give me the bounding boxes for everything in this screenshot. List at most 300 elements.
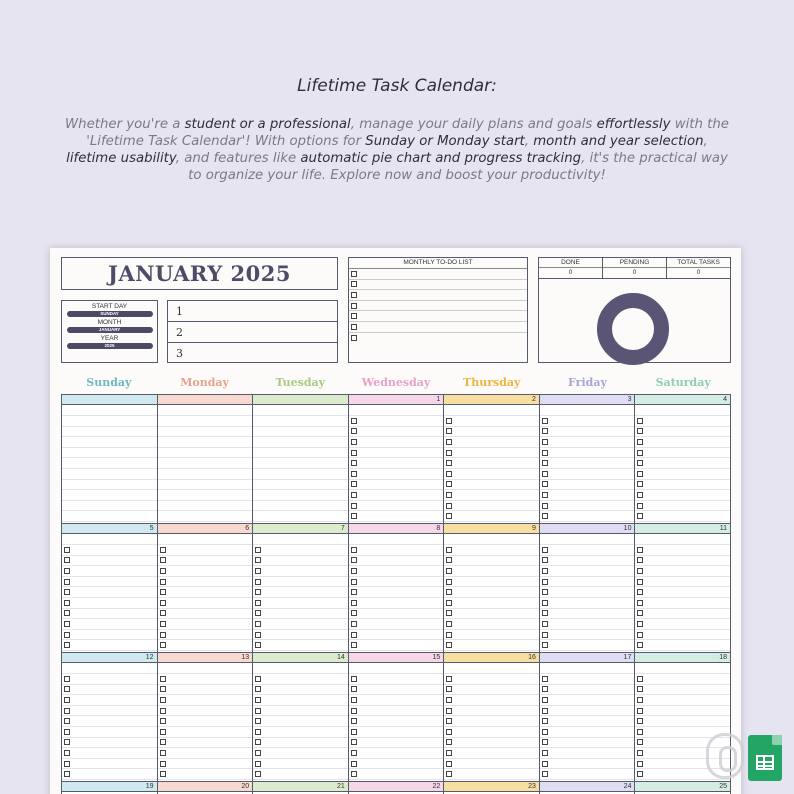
task-line[interactable] [158,716,253,727]
task-checkbox[interactable] [637,557,643,563]
task-checkbox[interactable] [542,697,548,703]
task-checkbox[interactable] [64,750,70,756]
task-line[interactable] [444,545,539,556]
task-checkbox[interactable] [160,547,166,553]
day-cell[interactable] [253,781,349,794]
task-checkbox[interactable] [446,460,452,466]
day-cell[interactable] [444,781,540,794]
task-checkbox[interactable] [637,471,643,477]
task-line[interactable] [444,448,539,459]
task-checkbox[interactable] [160,676,166,682]
task-line[interactable] [540,448,635,459]
todo-row[interactable] [349,301,527,312]
task-checkbox[interactable] [446,676,452,682]
task-checkbox[interactable] [64,568,70,574]
task-checkbox[interactable] [255,697,261,703]
task-line[interactable] [540,501,635,512]
task-checkbox[interactable] [637,481,643,487]
task-line[interactable] [349,716,444,727]
task-line[interactable] [62,545,157,556]
task-line[interactable] [62,727,157,738]
task-line[interactable] [253,727,348,738]
task-line[interactable] [444,490,539,501]
task-checkbox[interactable] [351,418,357,424]
task-checkbox[interactable] [542,481,548,487]
setting-dropdown[interactable]: 2025 [67,343,153,349]
task-line[interactable] [349,469,444,480]
task-checkbox[interactable] [255,568,261,574]
setting-dropdown[interactable]: JANUARY [67,327,153,333]
task-checkbox[interactable] [255,676,261,682]
task-line[interactable] [444,640,539,651]
task-checkbox[interactable] [351,471,357,477]
task-checkbox[interactable] [160,718,166,724]
day-cell[interactable] [158,523,254,652]
task-line[interactable] [62,738,157,749]
day-cell[interactable] [253,394,349,523]
task-checkbox[interactable] [637,547,643,553]
task-checkbox[interactable] [542,460,548,466]
task-line[interactable] [540,630,635,641]
task-checkbox[interactable] [255,579,261,585]
task-line[interactable] [444,738,539,749]
task-line[interactable] [540,480,635,491]
day-cell[interactable] [635,394,731,523]
task-checkbox[interactable] [446,471,452,477]
task-checkbox[interactable] [446,686,452,692]
priority-row[interactable]: 2 [168,322,337,343]
task-checkbox[interactable] [351,568,357,574]
task-line[interactable] [540,748,635,759]
task-checkbox[interactable] [160,708,166,714]
task-checkbox[interactable] [446,739,452,745]
task-checkbox[interactable] [637,621,643,627]
task-line[interactable] [635,619,730,630]
task-line[interactable] [540,556,635,567]
task-checkbox[interactable] [637,686,643,692]
task-checkbox[interactable] [160,568,166,574]
task-checkbox[interactable] [446,729,452,735]
task-line[interactable] [540,706,635,717]
task-line[interactable] [444,469,539,480]
task-line[interactable] [635,511,730,522]
task-line[interactable] [349,674,444,685]
task-checkbox[interactable] [446,771,452,777]
task-checkbox[interactable] [64,600,70,606]
task-line[interactable] [635,437,730,448]
task-line[interactable] [158,619,253,630]
task-line[interactable] [158,609,253,620]
task-line[interactable] [62,706,157,717]
task-line[interactable] [540,619,635,630]
task-line[interactable] [444,511,539,522]
day-cell[interactable] [349,523,445,652]
task-line[interactable] [349,511,444,522]
task-line[interactable] [444,556,539,567]
task-checkbox[interactable] [255,686,261,692]
task-line[interactable] [444,501,539,512]
task-checkbox[interactable] [446,428,452,434]
day-cell[interactable] [444,394,540,523]
priority-row[interactable]: 1 [168,301,337,322]
task-line[interactable] [349,769,444,780]
task-checkbox[interactable] [160,761,166,767]
task-checkbox[interactable] [351,547,357,553]
task-checkbox[interactable] [255,600,261,606]
task-checkbox[interactable] [637,676,643,682]
task-checkbox[interactable] [446,513,452,519]
task-line[interactable] [540,427,635,438]
task-checkbox[interactable] [351,460,357,466]
todo-row[interactable] [349,269,527,280]
task-checkbox[interactable] [160,610,166,616]
task-checkbox[interactable] [351,589,357,595]
task-line[interactable] [540,685,635,696]
task-line[interactable] [635,458,730,469]
task-line[interactable] [540,566,635,577]
task-checkbox[interactable] [255,642,261,648]
task-line[interactable] [158,630,253,641]
task-checkbox[interactable] [160,621,166,627]
task-checkbox[interactable] [637,589,643,595]
task-checkbox[interactable] [446,579,452,585]
day-cell[interactable] [444,652,540,781]
task-line[interactable] [253,566,348,577]
task-checkbox[interactable] [160,632,166,638]
task-checkbox[interactable] [446,621,452,627]
task-line[interactable] [444,706,539,717]
task-checkbox[interactable] [637,492,643,498]
task-checkbox[interactable] [542,686,548,692]
task-checkbox[interactable] [637,771,643,777]
task-line[interactable] [349,490,444,501]
task-line[interactable] [158,706,253,717]
task-checkbox[interactable] [351,761,357,767]
task-checkbox[interactable] [637,439,643,445]
task-line[interactable] [158,587,253,598]
task-checkbox[interactable] [64,579,70,585]
setting-dropdown[interactable]: SUNDAY [67,311,153,317]
task-checkbox[interactable] [160,771,166,777]
task-line[interactable] [253,587,348,598]
day-cell[interactable] [635,781,731,794]
task-line[interactable] [444,769,539,780]
task-line[interactable] [253,556,348,567]
task-checkbox[interactable] [351,729,357,735]
task-checkbox[interactable] [446,503,452,509]
task-checkbox[interactable] [637,761,643,767]
task-checkbox[interactable] [637,418,643,424]
task-checkbox[interactable] [64,761,70,767]
task-line[interactable] [444,437,539,448]
task-checkbox[interactable] [255,632,261,638]
task-checkbox[interactable] [446,492,452,498]
task-line[interactable] [253,748,348,759]
task-checkbox[interactable] [160,697,166,703]
task-line[interactable] [540,437,635,448]
day-cell[interactable] [349,394,445,523]
task-line[interactable] [635,587,730,598]
day-cell[interactable] [349,652,445,781]
task-line[interactable] [349,556,444,567]
task-checkbox[interactable] [542,492,548,498]
task-line[interactable] [349,427,444,438]
task-line[interactable] [158,748,253,759]
task-checkbox[interactable] [255,750,261,756]
task-line[interactable] [253,577,348,588]
task-line[interactable] [253,545,348,556]
task-checkbox[interactable] [446,439,452,445]
task-line[interactable] [253,609,348,620]
task-line[interactable] [253,619,348,630]
task-line[interactable] [253,674,348,685]
task-checkbox[interactable] [351,610,357,616]
task-checkbox[interactable] [542,761,548,767]
task-line[interactable] [444,598,539,609]
day-cell[interactable] [62,523,158,652]
task-line[interactable] [253,716,348,727]
task-line[interactable] [62,630,157,641]
task-line[interactable] [253,769,348,780]
task-checkbox[interactable] [542,557,548,563]
task-checkbox[interactable] [542,718,548,724]
task-line[interactable] [540,587,635,598]
task-line[interactable] [349,640,444,651]
task-line[interactable] [635,490,730,501]
task-checkbox[interactable] [351,492,357,498]
task-checkbox[interactable] [542,589,548,595]
task-checkbox[interactable] [637,718,643,724]
task-checkbox[interactable] [64,642,70,648]
task-checkbox[interactable] [542,621,548,627]
task-checkbox[interactable] [542,503,548,509]
task-checkbox[interactable] [637,460,643,466]
day-cell[interactable] [253,652,349,781]
task-line[interactable] [540,458,635,469]
task-checkbox[interactable] [351,557,357,563]
task-checkbox[interactable] [255,589,261,595]
task-line[interactable] [444,577,539,588]
task-checkbox[interactable] [64,621,70,627]
task-checkbox[interactable] [637,708,643,714]
task-line[interactable] [635,545,730,556]
task-checkbox[interactable] [64,632,70,638]
task-checkbox[interactable] [351,503,357,509]
task-line[interactable] [349,695,444,706]
task-line[interactable] [444,427,539,438]
task-line[interactable] [540,674,635,685]
task-line[interactable] [253,640,348,651]
task-checkbox[interactable] [542,513,548,519]
task-line[interactable] [349,706,444,717]
task-line[interactable] [540,598,635,609]
task-line[interactable] [444,674,539,685]
task-line[interactable] [349,630,444,641]
day-cell[interactable] [540,394,636,523]
task-checkbox[interactable] [446,610,452,616]
task-checkbox[interactable] [64,729,70,735]
task-line[interactable] [444,727,539,738]
task-checkbox[interactable] [351,450,357,456]
task-checkbox[interactable] [542,547,548,553]
task-line[interactable] [540,469,635,480]
task-line[interactable] [349,748,444,759]
task-line[interactable] [62,685,157,696]
task-checkbox[interactable] [446,697,452,703]
task-checkbox[interactable] [64,557,70,563]
task-checkbox[interactable] [351,439,357,445]
task-line[interactable] [349,448,444,459]
task-checkbox[interactable] [351,621,357,627]
task-checkbox[interactable] [64,771,70,777]
task-line[interactable] [635,480,730,491]
task-line[interactable] [253,738,348,749]
todo-row[interactable] [349,280,527,291]
task-checkbox[interactable] [64,547,70,553]
task-line[interactable] [62,695,157,706]
task-checkbox[interactable] [255,771,261,777]
task-checkbox[interactable] [542,418,548,424]
task-line[interactable] [349,598,444,609]
task-checkbox[interactable] [351,481,357,487]
task-line[interactable] [444,416,539,427]
task-line[interactable] [349,685,444,696]
todo-row[interactable] [349,322,527,333]
task-line[interactable] [540,490,635,501]
task-checkbox[interactable] [637,739,643,745]
task-line[interactable] [349,738,444,749]
task-checkbox[interactable] [542,632,548,638]
task-checkbox[interactable] [637,610,643,616]
task-line[interactable] [635,609,730,620]
task-line[interactable] [62,619,157,630]
todo-row[interactable] [349,290,527,301]
task-checkbox[interactable] [351,686,357,692]
todo-row[interactable] [349,311,527,322]
task-checkbox[interactable] [64,697,70,703]
checkbox[interactable] [351,292,357,298]
task-line[interactable] [540,759,635,770]
task-line[interactable] [349,609,444,620]
task-line[interactable] [253,695,348,706]
task-line[interactable] [540,640,635,651]
task-line[interactable] [635,640,730,651]
task-checkbox[interactable] [542,642,548,648]
task-checkbox[interactable] [637,450,643,456]
task-checkbox[interactable] [542,708,548,714]
task-line[interactable] [444,566,539,577]
task-line[interactable] [62,609,157,620]
day-cell[interactable] [253,523,349,652]
task-line[interactable] [444,619,539,630]
task-line[interactable] [349,619,444,630]
task-line[interactable] [444,759,539,770]
task-line[interactable] [635,695,730,706]
task-line[interactable] [253,630,348,641]
task-line[interactable] [635,674,730,685]
task-checkbox[interactable] [542,739,548,745]
task-line[interactable] [62,748,157,759]
task-line[interactable] [158,769,253,780]
task-checkbox[interactable] [351,708,357,714]
task-checkbox[interactable] [637,428,643,434]
task-checkbox[interactable] [64,718,70,724]
task-line[interactable] [62,566,157,577]
task-checkbox[interactable] [64,739,70,745]
task-checkbox[interactable] [637,503,643,509]
task-checkbox[interactable] [351,771,357,777]
task-line[interactable] [444,480,539,491]
task-checkbox[interactable] [637,697,643,703]
task-line[interactable] [349,437,444,448]
task-line[interactable] [444,748,539,759]
task-line[interactable] [540,716,635,727]
task-line[interactable] [158,727,253,738]
task-line[interactable] [349,458,444,469]
day-cell[interactable] [62,781,158,794]
task-line[interactable] [253,598,348,609]
task-checkbox[interactable] [446,600,452,606]
task-line[interactable] [540,609,635,620]
task-line[interactable] [253,706,348,717]
task-checkbox[interactable] [446,761,452,767]
task-line[interactable] [158,759,253,770]
task-checkbox[interactable] [542,600,548,606]
task-line[interactable] [540,545,635,556]
task-checkbox[interactable] [446,750,452,756]
task-line[interactable] [635,469,730,480]
task-checkbox[interactable] [446,718,452,724]
task-line[interactable] [62,598,157,609]
task-checkbox[interactable] [351,632,357,638]
day-cell[interactable] [62,652,158,781]
task-line[interactable] [158,566,253,577]
task-line[interactable] [62,640,157,651]
task-checkbox[interactable] [542,676,548,682]
task-checkbox[interactable] [255,729,261,735]
task-checkbox[interactable] [255,610,261,616]
task-checkbox[interactable] [542,428,548,434]
task-checkbox[interactable] [160,557,166,563]
day-cell[interactable] [540,652,636,781]
day-cell[interactable] [158,652,254,781]
task-checkbox[interactable] [446,547,452,553]
task-checkbox[interactable] [637,600,643,606]
task-checkbox[interactable] [446,642,452,648]
task-line[interactable] [444,695,539,706]
checkbox[interactable] [351,271,357,277]
task-checkbox[interactable] [351,642,357,648]
task-line[interactable] [253,685,348,696]
task-line[interactable] [62,759,157,770]
task-checkbox[interactable] [446,568,452,574]
day-cell[interactable] [158,781,254,794]
task-checkbox[interactable] [64,610,70,616]
task-line[interactable] [349,759,444,770]
task-line[interactable] [349,416,444,427]
task-checkbox[interactable] [637,513,643,519]
checkbox[interactable] [351,281,357,287]
task-checkbox[interactable] [446,589,452,595]
task-checkbox[interactable] [446,708,452,714]
task-checkbox[interactable] [351,697,357,703]
task-checkbox[interactable] [255,739,261,745]
task-line[interactable] [635,598,730,609]
task-checkbox[interactable] [351,718,357,724]
task-checkbox[interactable] [542,568,548,574]
task-line[interactable] [158,738,253,749]
task-checkbox[interactable] [160,739,166,745]
